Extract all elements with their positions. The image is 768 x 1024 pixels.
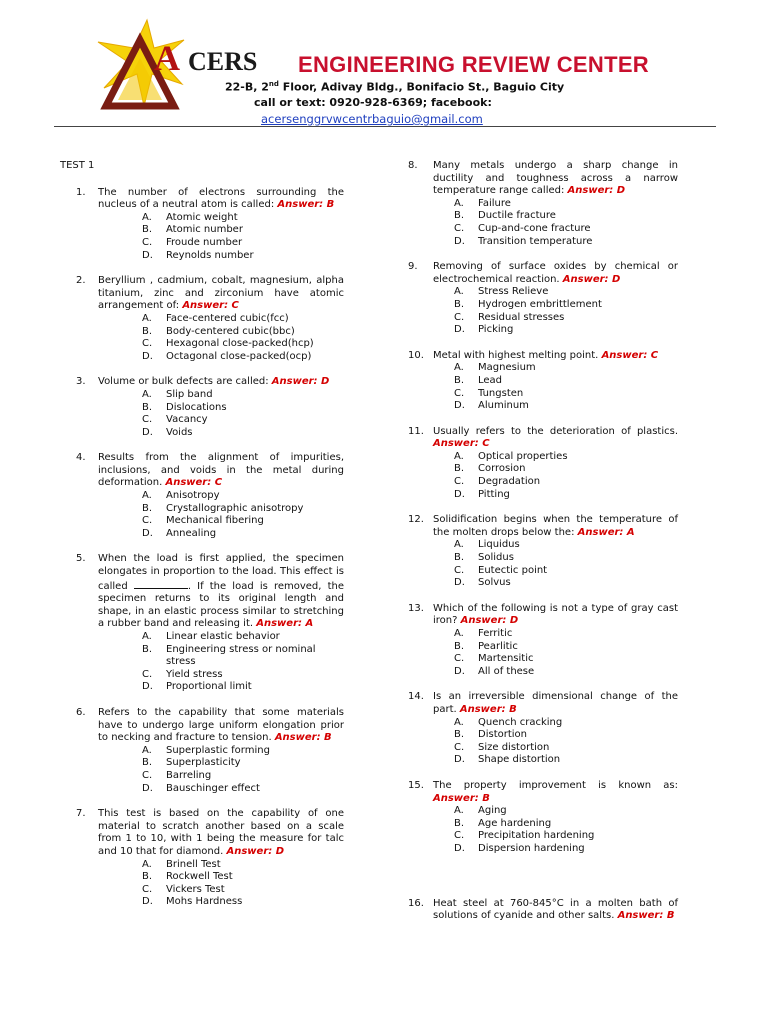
svg-text:A: A [154, 38, 180, 78]
right-column [408, 160, 678, 936]
option-letter: C. [454, 653, 465, 665]
option-item [433, 666, 678, 679]
option-letter: B. [142, 224, 153, 236]
question-number: 7. [76, 808, 86, 820]
option-item [98, 237, 344, 250]
option-item [433, 577, 678, 590]
answer-key: Answer: C [165, 477, 223, 489]
option-list [98, 745, 344, 795]
option-text: Pearlitic [478, 640, 518, 652]
option-list [433, 805, 678, 855]
question-item [408, 261, 678, 337]
option-item [98, 402, 344, 415]
question-number: 13. [408, 602, 424, 614]
question-item [408, 898, 678, 923]
option-item [98, 681, 344, 694]
option-item [98, 783, 344, 796]
question-number: 11. [408, 425, 424, 437]
question-item [60, 187, 344, 263]
option-item [98, 224, 344, 237]
answer-key: Answer: C [182, 300, 239, 312]
answer-key: Answer: C [601, 349, 659, 361]
option-text: Anisotropy [166, 490, 220, 502]
option-letter: C. [454, 387, 465, 399]
option-list [433, 198, 678, 248]
option-letter: A. [142, 490, 152, 502]
option-letter: D. [142, 681, 153, 693]
option-list [98, 859, 344, 909]
option-letter: A. [142, 858, 152, 870]
option-item [98, 338, 344, 351]
question-item [60, 808, 344, 909]
option-item [433, 324, 678, 337]
option-letter: A. [142, 744, 152, 756]
option-item [433, 830, 678, 843]
option-letter: C. [454, 222, 465, 234]
option-item [433, 400, 678, 413]
answer-key: Answer: B [274, 732, 332, 744]
option-letter: C. [454, 311, 465, 323]
option-letter: B. [454, 298, 465, 310]
option-item [433, 286, 678, 299]
question-text: Metal with highest melting point. [433, 349, 599, 361]
option-letter: B. [454, 374, 465, 386]
option-item [433, 198, 678, 211]
question-number: 2. [76, 275, 86, 287]
option-text: Aluminum [478, 400, 529, 412]
question-stem [433, 780, 678, 805]
question-stem [98, 187, 344, 212]
option-item [433, 463, 678, 476]
option-text: Rockwell Test [166, 871, 233, 883]
option-letter: C. [142, 338, 153, 350]
option-item [433, 742, 678, 755]
question-item [408, 514, 678, 590]
question-item [60, 376, 344, 439]
question-text: Results from the alignment of impurities, inclusions, and voids in the metal during deformation. [98, 452, 344, 489]
answer-key: Answer: B [617, 910, 675, 922]
option-list [98, 212, 344, 262]
option-letter: B. [454, 463, 465, 475]
option-list [98, 313, 344, 363]
option-item [433, 362, 678, 375]
option-letter: B. [142, 757, 153, 769]
option-letter: B. [454, 210, 465, 222]
question-item [60, 452, 344, 540]
option-letter: D. [454, 400, 465, 412]
option-letter: B. [454, 552, 465, 564]
question-text: Is an irreversible dimensional change of the part. [433, 691, 678, 715]
question-text: Beryllium , cadmium, cobalt, magnesium, alpha titanium, zinc and zirconium have atomic arrangement of: [98, 275, 344, 312]
option-item [98, 351, 344, 364]
option-item [98, 884, 344, 897]
question-number: 4. [76, 452, 86, 464]
option-letter: C. [454, 830, 465, 842]
option-letter: B. [454, 817, 465, 829]
answer-key: Answer: B [459, 703, 517, 715]
question-text: Refers to the capability that some materials have to undergo large uniform elongation prior to necking and fracture to tension. [98, 706, 344, 744]
left-column [60, 160, 344, 922]
question-item [60, 553, 344, 694]
option-text: Failure [478, 197, 511, 209]
option-item [98, 313, 344, 326]
option-text: Degradation [478, 476, 541, 488]
option-text: Stress Relieve [478, 286, 549, 298]
question-text: Many metals undergo a sharp change in ductility and toughness across a narrow temperature range called: [433, 160, 678, 197]
option-item [433, 223, 678, 236]
option-text: All of these [478, 665, 535, 677]
question-text: Usually refers to the deterioration of plastics. [433, 425, 678, 437]
option-letter: A. [142, 388, 152, 400]
answer-key: Answer: C [433, 438, 490, 450]
option-item [433, 843, 678, 856]
question-stem [98, 553, 344, 631]
option-letter: A. [454, 286, 464, 298]
answer-key: Answer: D [226, 845, 285, 857]
option-text: Linear elastic behavior [166, 631, 280, 642]
option-text: Reynolds number [166, 249, 254, 261]
option-text: Eutectic point [478, 564, 548, 576]
option-text: Ductile fracture [478, 210, 556, 222]
question-number: 6. [76, 706, 86, 718]
answer-key: Answer: D [460, 615, 519, 627]
option-letter: D. [454, 842, 465, 854]
option-item [433, 210, 678, 223]
option-letter: D. [454, 665, 465, 677]
center-title: ENGINEERING REVIEW CENTER [298, 52, 649, 77]
option-item [98, 250, 344, 263]
option-item [433, 628, 678, 641]
option-list [433, 362, 678, 412]
option-item [98, 414, 344, 427]
option-letter: A. [142, 631, 152, 642]
option-list [98, 389, 344, 439]
option-item [98, 770, 344, 783]
question-stem [98, 376, 344, 389]
option-text: Face-centered cubic(fcc) [166, 312, 289, 324]
option-letter: D. [142, 249, 153, 261]
option-letter: D. [454, 488, 465, 500]
option-text: Shape distortion [478, 754, 561, 766]
option-item [98, 515, 344, 528]
option-text: Solidus [478, 552, 514, 564]
answer-key: Answer: A [256, 618, 314, 630]
question-stem [98, 707, 344, 745]
question-stem [433, 261, 678, 286]
question-text: When the load is first applied, the specimen elongates in proportion to the load. This effect is called [98, 553, 344, 592]
question-item [408, 691, 678, 767]
option-text: Transition temperature [478, 235, 593, 247]
option-letter: D. [454, 577, 465, 589]
option-letter: A. [142, 211, 152, 223]
question-number: 9. [408, 261, 418, 273]
question-item [408, 426, 678, 502]
option-item [98, 326, 344, 339]
logo-text: CERS [188, 47, 258, 76]
option-list [433, 539, 678, 589]
option-text: Corrosion [478, 463, 526, 475]
option-letter: D. [142, 896, 153, 908]
question-text: Solidification begins when the temperature of the molten drops below the: [433, 514, 678, 538]
option-item [98, 644, 344, 669]
option-letter: B. [454, 729, 465, 741]
option-item [433, 805, 678, 818]
option-text: Precipitation hardening [478, 830, 595, 842]
question-number: 14. [408, 691, 424, 703]
option-text: Residual stresses [478, 311, 565, 323]
option-text: Aging [478, 805, 507, 817]
question-stem [433, 898, 678, 923]
option-text: Body-centered cubic(bbc) [166, 325, 295, 337]
option-item [98, 757, 344, 770]
option-text: Optical properties [478, 450, 568, 462]
question-number: 16. [408, 897, 424, 909]
question-number: 1. [76, 186, 86, 198]
question-stem [433, 514, 678, 539]
option-text: Ferritic [478, 628, 513, 639]
option-item [433, 388, 678, 401]
answer-key: Answer: B [433, 792, 490, 804]
option-letter: C. [454, 476, 465, 488]
option-letter: A. [142, 312, 152, 324]
answer-key: Answer: A [577, 526, 635, 538]
email-link[interactable]: acersenggrvwcentrbaguio@gmail.com [261, 112, 483, 126]
option-item [433, 236, 678, 249]
question-text: The number of electrons surrounding the nucleus of a neutral atom is called: [98, 186, 344, 211]
option-letter: A. [454, 805, 464, 817]
question-text: Volume or bulk defects are called: [98, 376, 269, 388]
answer-key: Answer: D [271, 376, 330, 388]
question-stem [433, 603, 678, 628]
question-item [408, 160, 678, 248]
option-list [433, 717, 678, 767]
option-text: Solvus [478, 577, 511, 589]
option-letter: A. [454, 539, 464, 551]
option-item [433, 754, 678, 767]
option-item [98, 896, 344, 909]
option-item [433, 729, 678, 742]
option-item [98, 631, 344, 644]
option-text: Proportional limit [166, 681, 252, 693]
option-letter: D. [142, 527, 153, 539]
option-text: Crystallographic anisotropy [166, 502, 304, 514]
option-text: Size distortion [478, 741, 550, 753]
option-text: Superplasticity [166, 757, 241, 769]
option-text: Engineering stress or nominal stress [166, 643, 316, 668]
option-item [98, 427, 344, 440]
option-letter: D. [142, 426, 153, 438]
option-item [433, 565, 678, 578]
question-number: 10. [408, 349, 424, 361]
option-text: Liquidus [478, 539, 520, 551]
option-list [98, 631, 344, 694]
option-list [98, 490, 344, 540]
option-text: Mechanical fibering [166, 515, 264, 527]
page-header [0, 0, 768, 128]
option-text: Lead [478, 374, 503, 386]
question-number: 3. [76, 376, 86, 388]
option-letter: D. [454, 235, 465, 247]
option-list [433, 628, 678, 678]
option-item [98, 528, 344, 541]
question-number: 15. [408, 779, 424, 791]
option-text: Cup-and-cone fracture [478, 222, 591, 234]
question-text: . If the load is removed, the specimen returns to its original length and shape, in an elastic process similar to stretching a rubber band and releasing it. [98, 580, 344, 630]
option-list [433, 286, 678, 336]
option-item [433, 489, 678, 502]
option-item [98, 745, 344, 758]
answer-key: Answer: D [562, 273, 621, 285]
option-item [433, 451, 678, 464]
option-text: Hydrogen embrittlement [478, 298, 602, 310]
option-letter: A. [454, 716, 464, 728]
option-item [98, 389, 344, 402]
fill-in-blank [134, 579, 188, 589]
option-letter: C. [142, 414, 153, 426]
option-letter: A. [454, 628, 464, 639]
option-text: Brinell Test [166, 858, 221, 870]
option-letter: C. [142, 769, 153, 781]
header-divider [54, 126, 716, 127]
contact-line: call or text: 0920-928-6369; facebook: [254, 96, 492, 109]
option-text: Tungsten [478, 387, 524, 399]
option-letter: D. [142, 350, 153, 362]
option-item [433, 539, 678, 552]
question-stem [433, 350, 678, 363]
option-item [433, 375, 678, 388]
question-item [60, 275, 344, 363]
option-letter: D. [454, 754, 465, 766]
option-text: Slip band [166, 388, 213, 400]
option-text: Atomic number [166, 224, 243, 236]
option-item [433, 312, 678, 325]
option-item [98, 859, 344, 872]
option-letter: C. [142, 883, 153, 895]
option-item [433, 818, 678, 831]
option-letter: B. [142, 502, 153, 514]
option-item [433, 641, 678, 654]
option-text: Barreling [166, 769, 212, 781]
option-letter: A. [454, 197, 464, 209]
question-stem [433, 160, 678, 198]
answer-key: Answer: B [277, 199, 335, 211]
option-letter: B. [142, 325, 153, 337]
question-stem [98, 452, 344, 490]
option-text: Dispersion hardening [478, 842, 585, 854]
question-item [60, 707, 344, 795]
option-item [98, 212, 344, 225]
option-text: Atomic weight [166, 211, 238, 223]
answer-key: Answer: D [567, 185, 626, 197]
option-letter: C. [454, 741, 465, 753]
option-letter: A. [454, 362, 464, 374]
option-text: Bauschinger effect [166, 782, 260, 794]
option-text: Magnesium [478, 362, 536, 374]
option-letter: A. [454, 450, 464, 462]
question-number: 5. [76, 553, 86, 565]
option-text: Voids [166, 426, 193, 438]
option-text: Vacancy [166, 414, 208, 426]
option-text: Age hardening [478, 817, 552, 829]
question-item [408, 350, 678, 413]
option-text: Quench cracking [478, 716, 563, 728]
option-item [433, 299, 678, 312]
option-item [433, 717, 678, 730]
option-text: Octagonal close-packed(ocp) [166, 350, 312, 362]
option-text: Pitting [478, 488, 510, 500]
option-text: Dislocations [166, 401, 227, 413]
address: 22-B, 2nd Floor, Adivay Bldg., Bonifacio St., Baguio City [225, 80, 565, 94]
option-item [98, 490, 344, 503]
question-text: Heat steel at 760-845°C in a molten bath of solutions of cyanide and other salts. [433, 897, 678, 922]
option-letter: B. [142, 871, 153, 883]
option-letter: B. [454, 640, 465, 652]
question-text: Removing of surface oxides by chemical or electrochemical reaction. [433, 261, 678, 285]
option-letter: C. [454, 564, 465, 576]
question-stem [433, 426, 678, 451]
option-text: Mohs Hardness [166, 896, 243, 908]
option-letter: C. [142, 236, 153, 248]
question-stem [433, 691, 678, 716]
option-item [433, 476, 678, 489]
question-text: This test is based on the capability of one material to scratch another based on a scale from 1 to 10, with 1 being the measure for talc and 10 that for diamond. [98, 808, 344, 857]
option-text: Picking [478, 324, 514, 336]
question-stem [98, 275, 344, 313]
question-stem [98, 808, 344, 858]
option-text: Martensitic [478, 653, 534, 665]
option-text: Hexagonal close-packed(hcp) [166, 338, 314, 350]
question-item [408, 603, 678, 679]
question-item [408, 780, 678, 856]
option-text: Distortion [478, 729, 527, 741]
option-item [433, 552, 678, 565]
option-list [433, 451, 678, 501]
option-item [433, 653, 678, 666]
option-letter: B. [142, 643, 153, 655]
option-letter: B. [142, 401, 153, 413]
option-letter: C. [142, 668, 153, 680]
question-text: The property improvement is known as: [433, 779, 678, 791]
option-letter: C. [142, 515, 153, 527]
option-item [98, 503, 344, 516]
question-number: 8. [408, 160, 418, 171]
option-text: Superplastic forming [166, 744, 270, 756]
question-text: Which of the following is not a type of gray cast iron? [433, 602, 678, 627]
option-letter: D. [454, 324, 465, 336]
option-text: Annealing [166, 527, 217, 539]
option-text: Vickers Test [166, 883, 225, 895]
question-number: 12. [408, 514, 424, 526]
option-item [98, 669, 344, 682]
option-text: Froude number [166, 236, 243, 248]
test-label: TEST 1 [60, 160, 95, 171]
option-item [98, 871, 344, 884]
option-letter: D. [142, 782, 153, 794]
option-text: Yield stress [166, 668, 223, 680]
